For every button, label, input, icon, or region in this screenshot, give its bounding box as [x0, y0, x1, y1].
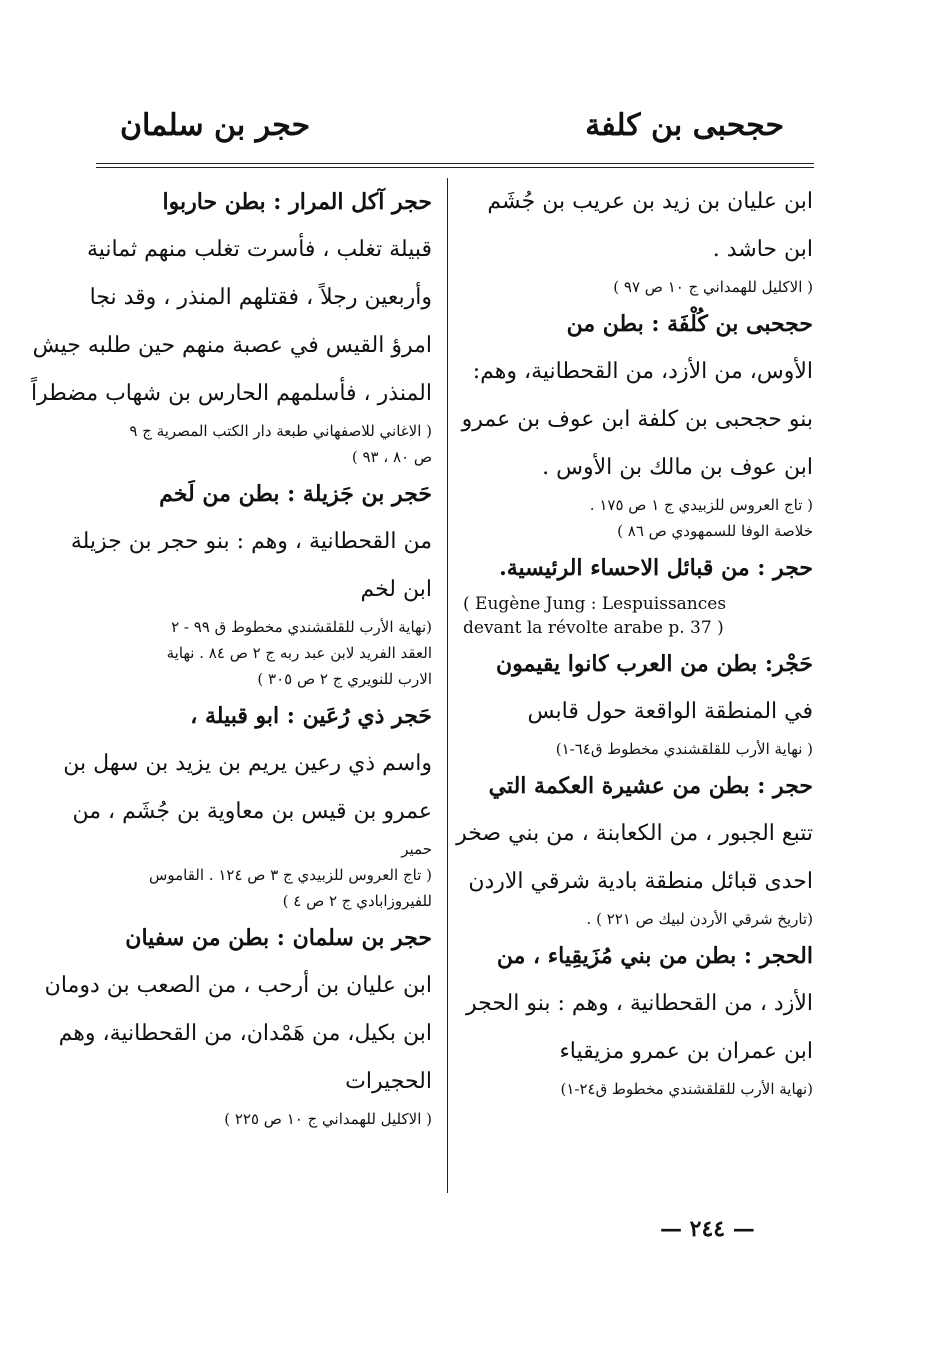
citation-line: ( الاكليل للهمداني ج ١٠ ص ٩٧ )	[613, 278, 813, 296]
column-divider	[447, 178, 448, 1193]
text-line: ابن عمران بن عمرو مزيقياء	[559, 1039, 813, 1064]
entry-heading-line: حجر : من قبائل الاحساء الرئيسية.	[499, 555, 813, 581]
citation-line: (نهاية الأرب للقلقشندي مخطوط ق ٩٩ - ٢	[171, 618, 432, 636]
citation-line: (نهاية الأرب للقلقشندي مخطوط ق٢٤-١)	[560, 1080, 813, 1098]
citation-line: حمير	[401, 840, 432, 858]
citation-line: ( الاكليل للهمداني ج ١٠ ص ٢٢٥ )	[224, 1110, 432, 1128]
entry-heading-line: حجر آكل المرار : بطن حاربوا	[162, 189, 432, 215]
citation-line: خلاصة الوفا للسمهودي ص ٨٦ )	[617, 522, 813, 540]
citation-line-latin: ( Eugène Jung : Lespuissances	[463, 594, 727, 614]
citation-line: ص ٨٠ ، ٩٣ )	[351, 448, 432, 466]
text-line: ابن لخم	[360, 577, 432, 602]
running-header-right: حجحبى بن كلفة	[585, 108, 784, 143]
citation-line: للفيروزابادي ج ٢ ص ٤ )	[282, 892, 432, 910]
citation-line: (تاريخ شرقي الأردن لبيك ص ٢٢١ ) .	[586, 910, 813, 928]
text-line: ابن عليان بن زيد بن عريب بن جُشَم	[487, 189, 813, 214]
entry-heading-line: الحجر : بطن من بني مُزَيقِياء ، من	[496, 943, 813, 969]
citation-line: ( نهاية الأرب للقلقشندي مخطوط ق٦٤-١)	[555, 740, 813, 758]
entry-heading-line: حجر : بطن من عشيرة العكمة التي	[488, 773, 813, 799]
citation-line: ( تاج العروس للزبيدي ج ٣ ص ١٢٤ . القاموس	[149, 866, 432, 884]
citation-line: ( الاغاني للاصفهاني طبعة دار الكتب المصرية ج ٩	[129, 422, 432, 440]
text-line: المنذر ، فأسلمهم الحارس بن شهاب مضطراً	[30, 381, 432, 406]
right-column	[456, 178, 813, 1102]
header-rule	[96, 163, 814, 164]
text-line: عمرو بن قيس بن معاوية بن جُشَم ، من	[72, 799, 432, 824]
text-line: ابن عليان بن أرحب ، من الصعب بن دومان	[44, 973, 432, 998]
citation-line: ( تاج العروس للزبيدي ج ١ ص ١٧٥ .	[589, 496, 813, 514]
text-line: ابن بكيل، من هَمْدان، من القحطانية، وهم	[58, 1021, 432, 1046]
text-line: الأوس، من الأزد، من القحطانية، وهم:	[472, 359, 813, 384]
left-column	[30, 178, 432, 1132]
text-line: في المنطقة الواقعة حول قابس	[527, 699, 813, 724]
text-line: بنو حجحبى بن كلفة ابن عوف بن عمرو	[461, 407, 813, 432]
text-line: تتبع الجبور ، من الكعابنة ، من بني صخر	[456, 821, 813, 846]
text-line: الأزد ، من القحطانية ، وهم : بنو الحجر	[466, 991, 813, 1016]
text-line: ابن حاشد .	[712, 237, 813, 262]
text-line: من القحطانية ، وهم : بنو حجر بن جزيلة	[70, 529, 432, 554]
text-line: وأربعين رجلاً ، فقتلهم المنذر ، وقد نجا	[89, 285, 432, 310]
entry-heading-line: حَجْر: بطن من العرب كانوا يقيمون	[496, 651, 813, 677]
citation-line: العقد الفريد لابن عبد ربه ج ٢ ص ٨٤ . نهاية	[166, 644, 432, 662]
entry-heading-line: حجر بن سلمان : بطن من سفيان	[125, 925, 432, 951]
entry-heading-line: حجحبى بن كُلْفَة : بطن من	[566, 311, 813, 337]
text-line: ابن عوف بن مالك بن الأوس .	[542, 455, 813, 480]
text-line: واسم ذي رعين يريم بن يزيد بن سهل بن	[63, 751, 432, 776]
header-rule-second	[96, 167, 814, 168]
text-line: احدى قبائل منطقة بادية شرقي الاردن	[468, 869, 813, 894]
text-line: الحجيرات	[345, 1069, 432, 1094]
entry-heading-line: حَجر بن جَزيلة : بطن من لَخم	[159, 481, 432, 507]
text-line: امرؤ القيس في عصبة منهم حين طلبه جيش	[32, 333, 432, 358]
text-line: قبيلة تغلب ، فأسرت تغلب منهم ثمانية	[87, 237, 432, 262]
citation-line: الارب للنويري ج ٢ ص ٣٠٥ )	[257, 670, 432, 688]
entry-heading-line: حَجر ذي رُعَين : ابو قبيلة ،	[190, 703, 432, 729]
page-number: — ٢٤٤ —	[660, 1216, 755, 1242]
citation-line-latin: devant la révolte arabe p. 37 )	[463, 618, 724, 638]
running-header-left: حجر بن سلمان	[120, 108, 311, 143]
